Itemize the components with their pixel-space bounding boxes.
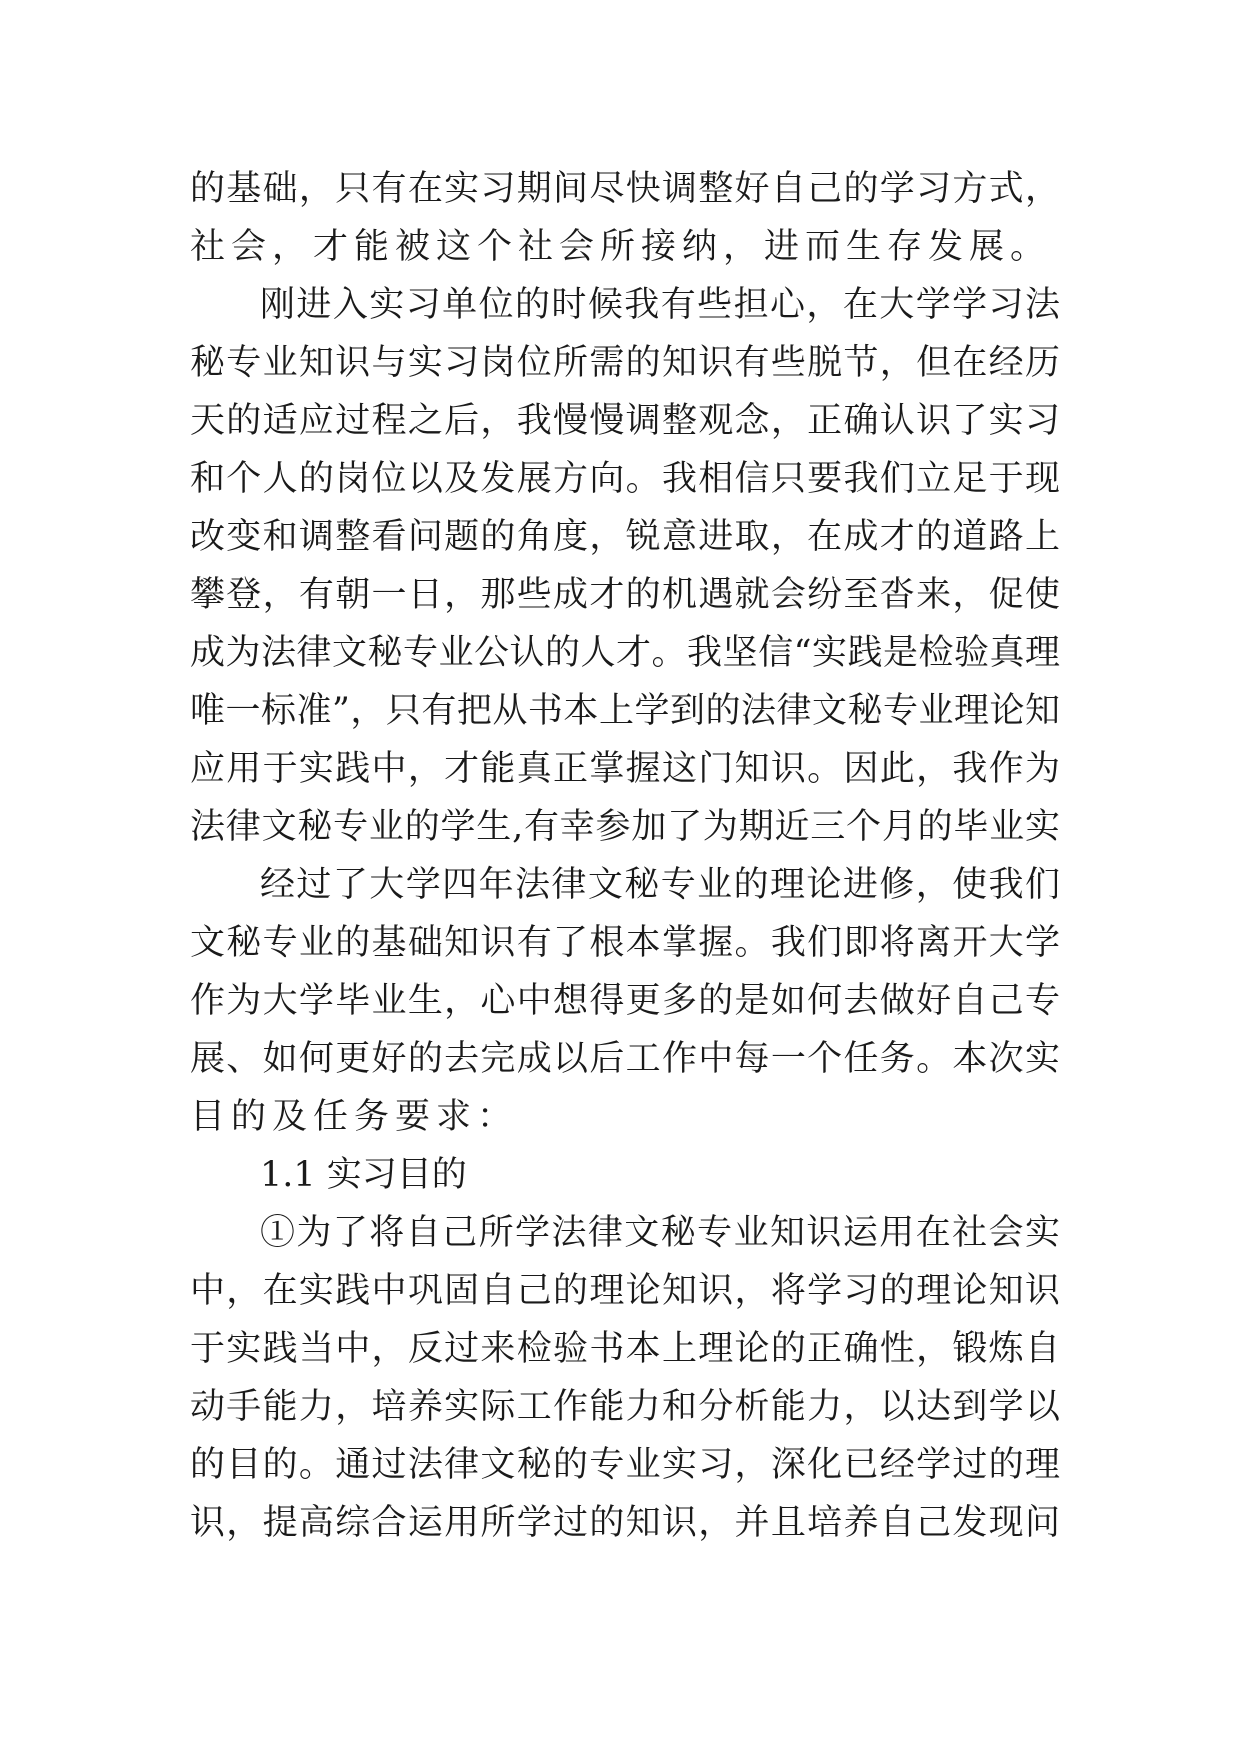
text-line: 目的及任务要求：: [190, 1097, 519, 1137]
text-line: 于实践当中，反过来检验书本上理论的正确性，锻炼自: [190, 1329, 1060, 1369]
text-line: 识，提高综合运用所学过的知识，并且培养自己发现问: [190, 1503, 1060, 1543]
text-line: 中，在实践中巩固自己的理论知识，将学习的理论知识: [190, 1271, 1060, 1311]
text-line: 应用于实践中，才能真正掌握这门知识。因此，我作为: [190, 749, 1060, 789]
text-line: 作为大学毕业生，心中想得更多的是如何去做好自己专: [190, 981, 1060, 1021]
section-heading: 1.1 实习目的: [260, 1155, 467, 1195]
paragraph-start-line: ①为了将自己所学法律文秘专业知识运用在社会实: [260, 1213, 1060, 1253]
text-line: 唯一标准”，只有把从书本上学到的法律文秘专业理论知: [190, 691, 1060, 731]
text-line: 成为法律文秘专业公认的人才。我坚信“实践是检验真理: [190, 633, 1060, 673]
text-line: 改变和调整看问题的角度，锐意进取，在成才的道路上: [190, 517, 1060, 557]
text-line: 展、如何更好的去完成以后工作中每一个任务。本次实: [190, 1039, 1060, 1079]
text-line: 的基础，只有在实习期间尽快调整好自己的学习方式，: [190, 169, 1060, 209]
text-line: 的目的。通过法律文秘的专业实习，深化已经学过的理: [190, 1445, 1060, 1485]
text-line: 和个人的岗位以及发展方向。我相信只要我们立足于现: [190, 459, 1060, 499]
paragraph-start-line: 经过了大学四年法律文秘专业的理论进修，使我们: [260, 865, 1060, 905]
text-line: 天的适应过程之后，我慢慢调整观念，正确认识了实习: [190, 401, 1060, 441]
paragraph-start-line: 刚进入实习单位的时候我有些担心，在大学学习法: [260, 285, 1060, 325]
text-line: 动手能力，培养实际工作能力和分析能力，以达到学以: [190, 1387, 1060, 1427]
text-line: 秘专业知识与实习岗位所需的知识有些脱节，但在经历: [190, 343, 1060, 383]
text-line: 文秘专业的基础知识有了根本掌握。我们即将离开大学: [190, 923, 1060, 963]
text-line: 攀登，有朝一日，那些成才的机遇就会纷至沓来，促使: [190, 575, 1060, 615]
text-line: 法律文秘专业的学生,有幸参加了为期近三个月的毕业实: [190, 807, 1060, 847]
body-text: [190, 160, 1060, 1552]
text-line: 社会，才能被这个社会所接纳，进而生存发展。: [190, 227, 1052, 267]
